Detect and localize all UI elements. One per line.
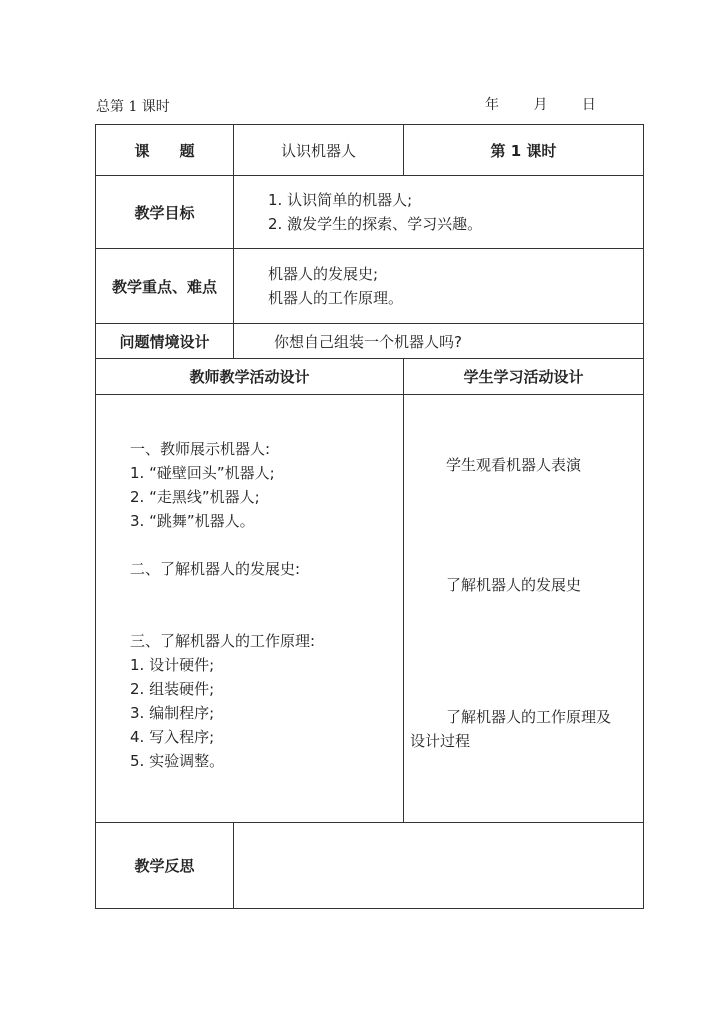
student-activities <box>404 395 644 823</box>
question-text: 你想自己组装一个机器人吗? <box>234 324 644 359</box>
teacher-section-1-item: 2. “走黑线”机器人; <box>130 488 260 506</box>
teacher-section-1-item: 1. “碰壁回头”机器人; <box>130 464 275 482</box>
key-point-item: 机器人的发展史; <box>268 265 379 283</box>
goal-item: 1. 认识简单的机器人; <box>268 191 413 209</box>
goals-list <box>234 176 644 249</box>
teacher-section-3-item: 5. 实验调整。 <box>130 752 225 770</box>
reflection-label: 教学反思 <box>96 823 234 909</box>
key-points-list <box>234 249 644 324</box>
student-activity-3-line2: 设计过程 <box>410 732 471 750</box>
question-label: 问题情境设计 <box>96 324 234 359</box>
teacher-section-2-title: 二、了解机器人的发展史: <box>130 560 301 578</box>
topic-period: 第 1 课时 <box>404 125 644 176</box>
topic-label: 课 题 <box>96 125 234 176</box>
date-line <box>485 94 596 114</box>
student-activity-2: 了解机器人的发展史 <box>446 576 582 594</box>
row-reflection <box>96 823 644 909</box>
teacher-section-3-item: 3. 编制程序; <box>130 704 215 722</box>
row-activity-headers <box>96 359 644 395</box>
row-topic <box>96 125 644 176</box>
teacher-section-3-item: 1. 设计硬件; <box>130 656 215 674</box>
teacher-section-1-item: 3. “跳舞”机器人。 <box>130 512 255 530</box>
row-key-points <box>96 249 644 324</box>
key-points-label: 教学重点、难点 <box>96 249 234 324</box>
reflection-content <box>234 823 644 909</box>
key-point-item: 机器人的工作原理。 <box>268 289 404 307</box>
teacher-section-3-title: 三、了解机器人的工作原理: <box>130 632 316 650</box>
date-month: 月 <box>533 97 548 113</box>
lesson-plan-table <box>95 124 644 909</box>
student-activity-3-line1: 了解机器人的工作原理及 <box>446 708 612 726</box>
teacher-section-3-item: 4. 写入程序; <box>130 728 215 746</box>
topic-title: 认识机器人 <box>234 125 404 176</box>
teacher-section-1-title: 一、教师展示机器人: <box>130 440 271 458</box>
goal-item: 2. 激发学生的探索、学习兴趣。 <box>268 215 483 233</box>
student-activity-1: 学生观看机器人表演 <box>446 456 582 474</box>
goals-label: 教学目标 <box>96 176 234 249</box>
date-year: 年 <box>485 97 499 113</box>
row-goals <box>96 176 644 249</box>
teacher-activity-header: 教师教学活动设计 <box>96 359 404 395</box>
row-activities <box>96 395 644 823</box>
lesson-total: 总第 1 课时 <box>96 99 170 115</box>
teacher-section-3-item: 2. 组装硬件; <box>130 680 215 698</box>
student-activity-header: 学生学习活动设计 <box>404 359 644 395</box>
row-question <box>96 324 644 359</box>
date-day: 日 <box>581 97 596 113</box>
teacher-activities <box>96 395 404 823</box>
